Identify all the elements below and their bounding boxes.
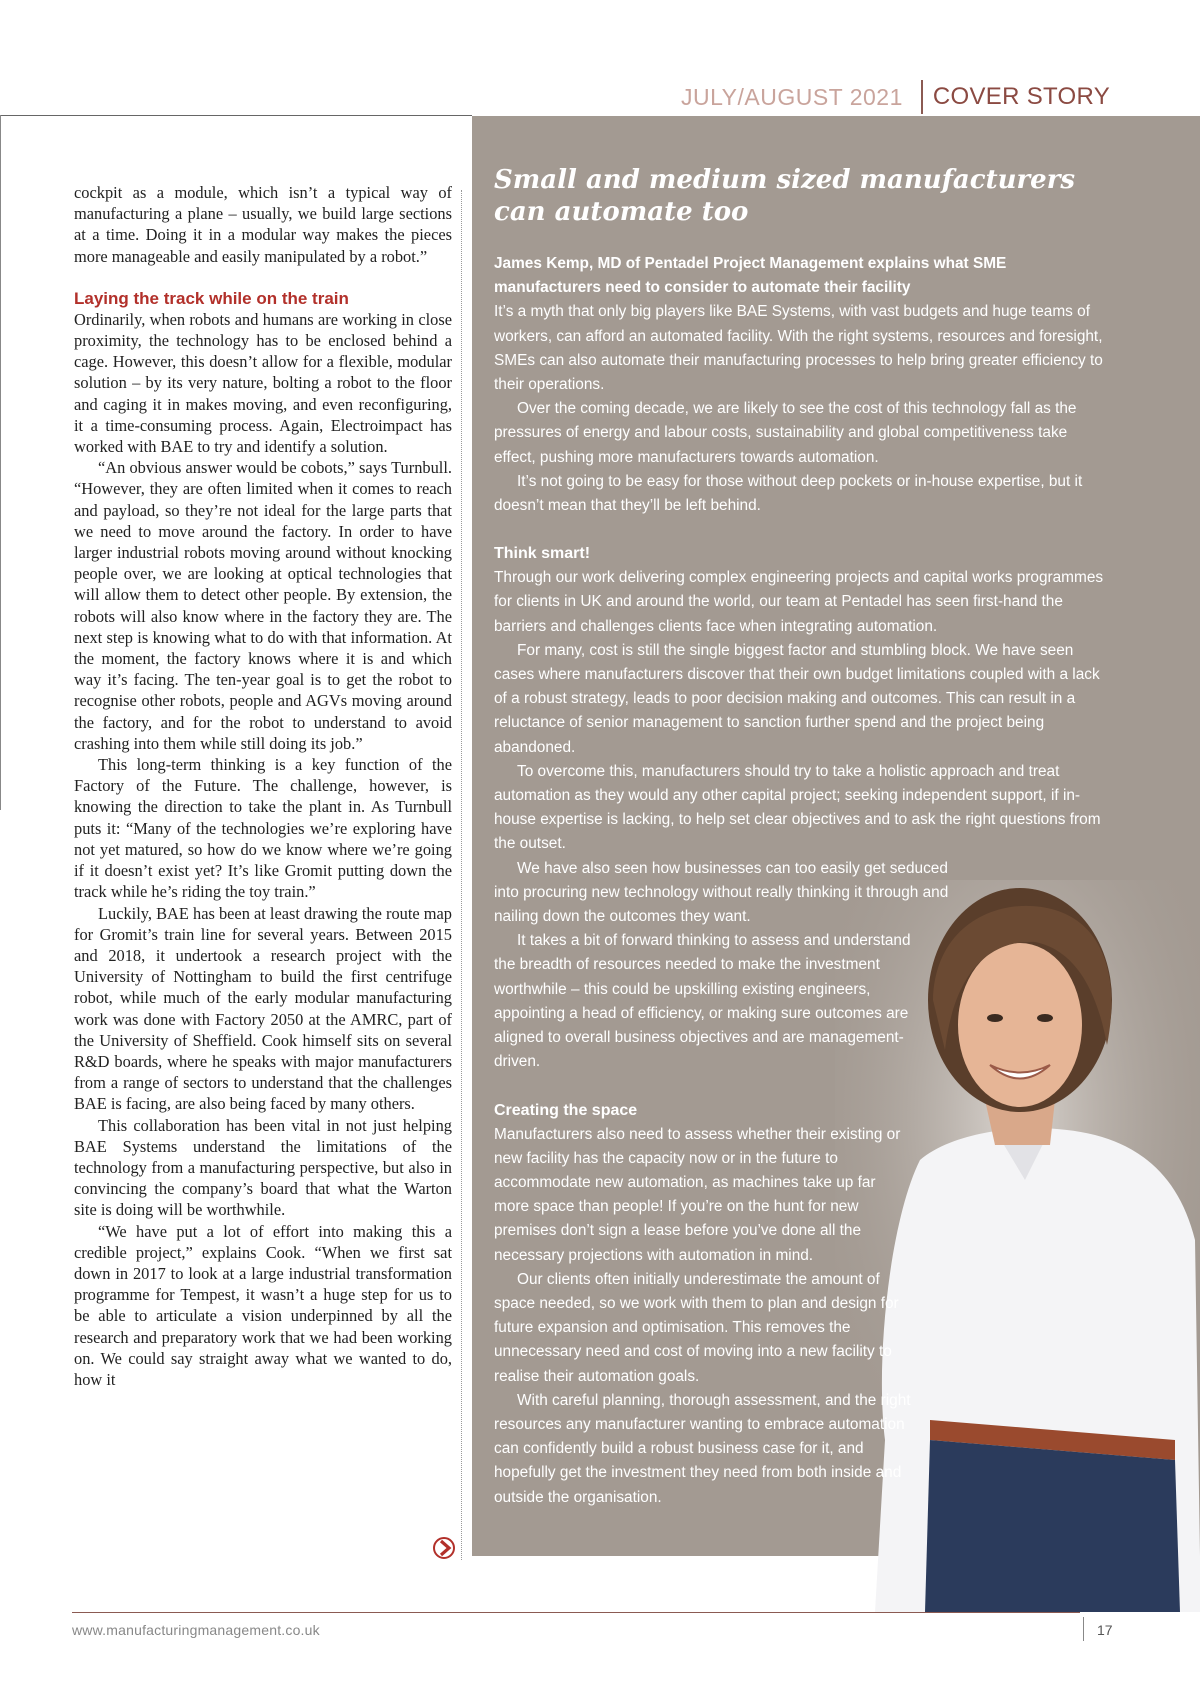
left-edge-line bbox=[0, 115, 1, 810]
left-paragraph: This long-term thinking is a key function of the Factory of the Future. The challenge, however, is knowing the direction to take the plant in. As Turnbull puts it: “Many of the technologies we’re exploring have not yet matured, so how do we know where we’re going if it doesn’t exist yet? It’s like Gromit putting down the track while he’s riding the toy train.” bbox=[74, 755, 452, 902]
sidebar-standfirst: James Kemp, MD of Pentadel Project Management explains what SME manufacturers need to consider to automate their facility bbox=[494, 255, 1007, 297]
left-column bbox=[74, 182, 452, 1390]
column-divider bbox=[461, 190, 462, 1560]
left-paragraph: “We have put a lot of effort into making this a credible project,” explains Cook. “When we first sat down in 2017 to look at a large industrial transformation programme for Tempest, it wasn’t a huge step for us to be able to articulate a vision underpinned by all the research and preparatory work that we had been working on. We could say straight away what we wanted to do, how it bbox=[74, 1221, 452, 1389]
left-paragraph: Ordinarily, when robots and humans are working in close proximity, the technology has to be enclosed behind a cage. However, this doesn’t allow for a flexible, modular solution – by its very nature, bolting a robot to the floor and caging it in makes moving, and even reconfiguring, it a time-consuming process. Again, Electroimpact has worked with BAE to try and identify a solution. bbox=[74, 309, 452, 457]
sidebar-paragraph: To overcome this, manufacturers should try to take a holistic approach and treat automation as they would any other capital project; seeking independent support, if in-house expertise is lacking, to help set clear objectives and to ask the right questions from the outset. bbox=[494, 762, 1101, 853]
sidebar-paragraph: Through our work delivering complex engineering projects and capital works programmes for clients in UK and around the world, our team at Pentadel has seen first-hand the barriers and challenges clients face when integrating automation. bbox=[494, 569, 1104, 635]
section-label: COVER STORY bbox=[932, 83, 1110, 110]
sidebar-paragraph: It’s not going to be easy for those without deep pockets or in-house expertise, but it doesn’t mean that they’ll be left behind. bbox=[494, 472, 1083, 515]
sidebar-title: Small and medium sized manufacturers can automate too bbox=[494, 165, 1076, 227]
left-paragraph: “An obvious answer would be cobots,” says Turnbull. “However, they are often limited when it comes to reach and payload, so they’re not ideal for the large parts that we need to move around the factory. In order to have larger industrial robots moving around without knocking people over, we are looking at optical technologies that will allow them to detect other people. By extension, the robots will also know where in the factory they are. The next step is knowing what to do with that information. At the moment, the factory knows where it is and which way it’s facing. The ten-year goal is to get the robot to recognise other robots, people and AGVs moving around the factory, and for the robot to understand to avoid crashing into them while still doing its job.” bbox=[74, 458, 452, 753]
sidebar-paragraph: Manufacturers also need to assess whether their existing or new facility has the capacity now or in the future to accommodate new automation, as machines take up far more space than people! If you’re on the hunt for new premises don’t sign a lease before you’ve done all the necessary projections with automation in mind. bbox=[494, 1125, 901, 1264]
left-paragraph: cockpit as a module, which isn’t a typical way of manufacturing a plane – usually, we build large sections at a time. Doing it in a modular way makes the pieces more manageable and easily manipulated by a robot.” bbox=[74, 183, 452, 266]
sidebar-paragraph: For many, cost is still the single biggest factor and stumbling block. We have seen cases where manufacturers discover that their own budget limitations coupled with a lack of a robust strategy, leads to poor decision making and outcomes. This can result in a reluctance of senior management to sanction further spend and the project being abandoned. bbox=[494, 641, 1100, 756]
sidebar-paragraph: Our clients often initially underestimate the amount of space needed, so we work with them to plan and design for future expansion and optimisation. This removes the unnecessary need and cost of moving into a new facility to realise their automation goals. bbox=[494, 1270, 899, 1385]
sidebar-paragraph: It’s a myth that only big players like BAE Systems, with vast budgets and huge teams of workers, can afford an automated facility. With the right systems, resources and foresight, SMEs can also automate their manufacturing processes to help bring greater efficiency to their operations. bbox=[494, 303, 1103, 394]
sidebar-content bbox=[494, 164, 1104, 1510]
sidebar-subheading: Creating the space bbox=[494, 1101, 638, 1119]
sidebar-paragraph: It takes a bit of forward thinking to assess and understand the breadth of resources needed to make the investment worthwhile – this could be upskilling existing engineers, appointing a head of efficiency, or making sure outcomes are aligned to overall business objectives and are management-driven. bbox=[494, 932, 911, 1071]
sidebar-paragraph: Over the coming decade, we are likely to see the cost of this technology fall as the pressures of energy and labour costs, sustainability and global competitiveness take effect, pushing more manufacturers towards automation. bbox=[494, 400, 1077, 466]
sidebar-subheading: Think smart! bbox=[494, 545, 591, 563]
chevron-right-icon bbox=[432, 1536, 456, 1560]
sidebar-paragraph: We have also seen how businesses can too easily get seduced into procuring new technology without really thinking it through and nailing down the outcomes they want. bbox=[494, 859, 949, 926]
sidebar-paragraph: With careful planning, thorough assessment, and the right resources any manufacturer wanting to embrace automation can confidently build a robust business case for it, and hopefully get the investment they need from both inside and outside the organisation. bbox=[494, 1391, 911, 1506]
footer-url[interactable]: www.manufacturingmanagement.co.uk bbox=[72, 1622, 320, 1638]
footer-rule bbox=[72, 1612, 1080, 1613]
left-paragraph: Luckily, BAE has been at least drawing the route map for Gromit’s train line for several years. Between 2015 and 2018, it undertook a research project with the University of Nottingham to build the first centrifuge robot, while much of the early modular manufacturing work was done with Factory 2050 at the AMRC, part of the University of Sheffield. Cook himself sits on several R&D boards, where he speaks with major manufacturers from a range of sectors to understand that the challenges BAE is facing, are also being faced by many others. bbox=[74, 903, 452, 1114]
page-header bbox=[681, 80, 1110, 114]
page-number: 17 bbox=[1097, 1622, 1113, 1638]
footer-divider bbox=[1083, 1617, 1084, 1641]
top-rule bbox=[0, 115, 472, 116]
section-heading: Laying the track while on the train bbox=[74, 288, 349, 308]
issue-date: JULY/AUGUST 2021 bbox=[680, 83, 903, 110]
left-paragraph: This collaboration has been vital in not just helping BAE Systems understand the limitations of the technology from a manufacturing perspective, but also in convincing the company’s board that what the Warton site is doing will be worthwhile. bbox=[74, 1115, 452, 1220]
